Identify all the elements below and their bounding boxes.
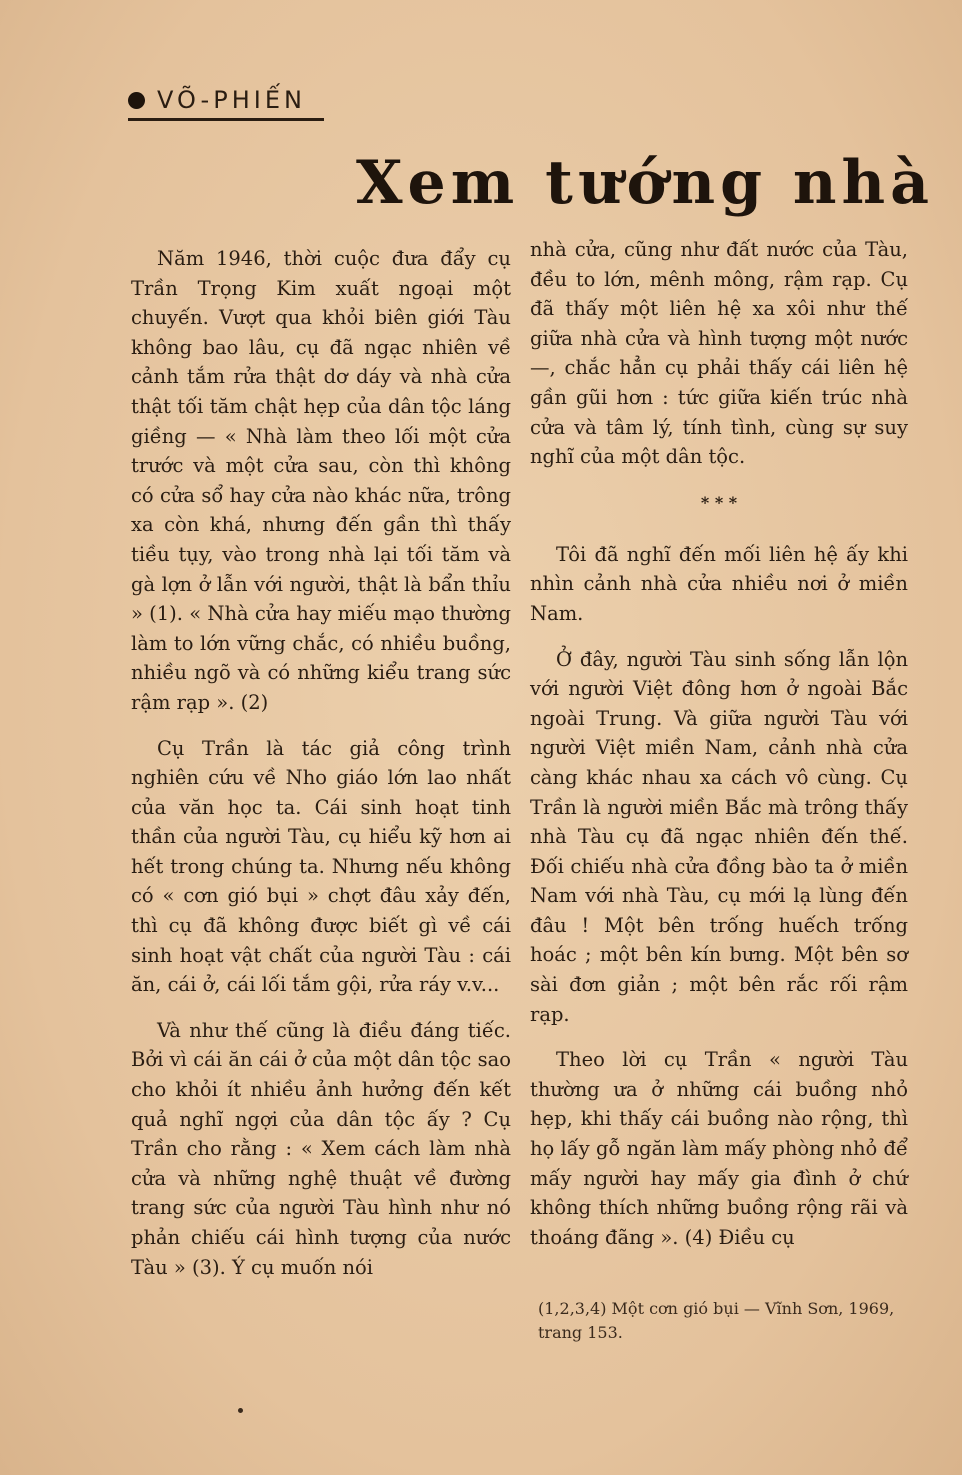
print-speck [238, 1408, 243, 1413]
right-column [530, 235, 908, 1268]
paragraph: Năm 1946, thời cuộc đưa đẩy cụ Trần Trọng Kim xuất ngoại một chuyến. Vượt qua khỏi biên giới Tàu không bao lâu, cụ đã ngạc nhiên về cảnh tắm rửa thật dơ dáy và nhà cửa thật tối tăm chật hẹp của dân tộc láng giềng — « Nhà làm theo lối một cửa trước và một cửa sau, còn thì không có cửa sổ hay cửa nào khác nữa, trông xa còn khá, nhưng đến gần thì thấy tiều tụy, vào trong nhà lại tối tăm và gà lợn ở lẫn với người, thật là bẩn thỉu » (1). « Nhà cửa hay miếu mạo thường làm to lớn vững chắc, có nhiều buồng, nhiều ngõ và có những kiểu trang sức rậm rạp ». (2) [131, 247, 511, 714]
paragraph: Theo lời cụ Trần « người Tàu thường ưa ở những cái buồng nhỏ hẹp, khi thấy cái buồng nào rộng, thì họ lấy gỗ ngăn làm mấy phòng nhỏ để mấy người hay mấy gia đình ở chứ không thích những buồng rộng rãi và thoáng đãng ». (4) Điều cụ [530, 1048, 908, 1249]
author-underline [128, 118, 324, 121]
paragraph-continued: nhà cửa, cũng như đất nước của Tàu, đều to lớn, mênh mông, rậm rạp. Cụ đã thấy một liên hệ xa xôi như thế giữa nhà cửa và hình tượng một nước —, chắc hẳn cụ phải thấy cái liên hệ gần gũi hơn : tức giữa kiến trúc nhà cửa và tâm lý, tính tình, cùng sự suy nghĩ của một dân tộc. [530, 238, 908, 469]
left-column [131, 244, 511, 1298]
paragraph: Tôi đã nghĩ đến mối liên hệ ấy khi nhìn cảnh nhà cửa nhiều nơi ở miền Nam. [530, 542, 908, 625]
section-separator: * * * [700, 492, 738, 512]
author-name: VÕ-PHIẾN [157, 86, 306, 114]
bullet-dot-icon [128, 92, 145, 109]
article-title: Xem tướng nhà [356, 148, 935, 218]
footnote: (1,2,3,4) Một cơn gió bụi — Vĩnh Sơn, 1969, trang 153. [538, 1299, 895, 1342]
paragraph: Và như thế cũng là điều đáng tiếc. Bởi vì cái ăn cái ở của một dân tộc sao cho khỏi ít nhiều ảnh hưởng đến kết quả nghĩ ngợi của dân tộc ấy ? Cụ Trần cho rằng : « Xem cách làm nhà cửa và những nghệ thuật về đường trang sức của người Tàu hình như nó phản chiếu cái hình tượng của nước Tàu » (3). Ý cụ muốn nói [131, 1018, 511, 1279]
author-byline [128, 86, 306, 114]
paragraph: Ở đây, người Tàu sinh sống lẫn lộn với người Việt đông hơn ở ngoài Bắc ngoài Trung. Và giữa người Tàu với người Việt miền Nam, cảnh nhà cửa càng khác nhau xa cách vô cùng. Cụ Trần là người miền Bắc mà trông thấy nhà Tàu cụ đã ngạc nhiên đến thế. Đối chiếu nhà cửa đồng bào ta ở miền Nam với nhà Tàu, cụ mới lạ lùng đến đâu ! Một bên trống huếch trống hoác ; một bên kín bưng. Một bên sơ sài đơn giản ; một bên rắc rối rậm rạp. [530, 647, 908, 1026]
paragraph: Cụ Trần là tác giả công trình nghiên cứu về Nho giáo lớn lao nhất của văn học ta. Cái sinh hoạt tinh thần của người Tàu, cụ hiểu kỹ hơn ai hết trong chúng ta. Nhưng nếu không có « cơn gió bụi » chợt đâu xảy đến, thì cụ đã không được biết gì về cái sinh hoạt vật chất của người Tàu : cái ăn, cái ở, cái lối tắm gội, rửa ráy v.v... [131, 736, 511, 997]
